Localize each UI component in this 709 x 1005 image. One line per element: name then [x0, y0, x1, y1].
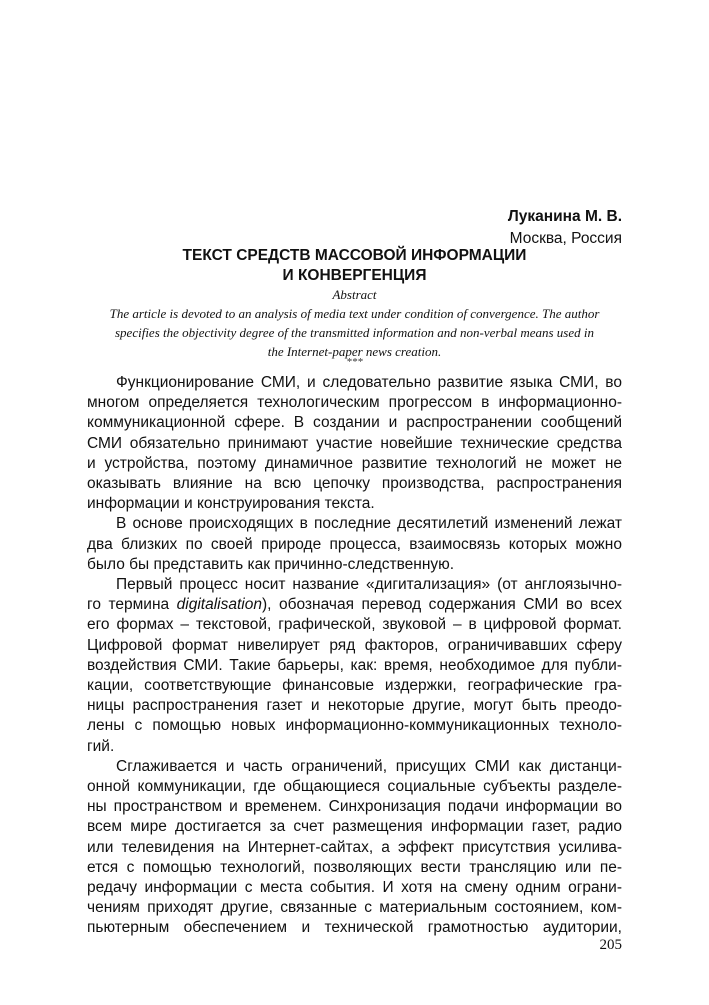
- body-line: СМИ обязательно принимают участие новейшие технические средства: [87, 434, 622, 452]
- body-line: коммуникационной сфере. В создании и распространении сообщений: [87, 414, 622, 432]
- body-line: Цифровой формат нивелирует ряд факторов, ограничивавших сферу: [87, 636, 622, 654]
- body-line: пьютерным обеспечением и технической грамотностью аудитории,: [87, 919, 622, 937]
- abstract-line: the Internet-paper news creation.: [267, 344, 442, 359]
- body-line: Функционирование СМИ, и следовательно развитие языка СМИ, во: [116, 374, 622, 391]
- body-line: было бы представить как причинно-следственную.: [87, 555, 455, 573]
- section-separator: ***: [346, 356, 363, 368]
- body-line: кации, соответствующие финансовые издержки, географические гра-: [87, 677, 622, 695]
- body-line: гий.: [87, 737, 115, 755]
- body-line: многом определяется технологическим прогрессом в информационно-: [87, 394, 622, 412]
- author-name: Луканина М. В.: [507, 208, 622, 225]
- body-line: два близких по своей природе процесса, взаимосвязь которых можно: [87, 535, 622, 553]
- body-line: оказывать влияние на всю цепочку производства, распространения: [87, 475, 622, 493]
- article-title: [87, 246, 622, 286]
- abstract-line: The article is devoted to an analysis of media text under condition of convergence. The author: [109, 306, 600, 321]
- body-line: онной коммуникации, где общающиеся социальные субъекты разделе-: [87, 778, 622, 796]
- abstract-text: [87, 304, 622, 361]
- body-line: редачу информации с места события. И хотя на смену одним ограни-: [87, 879, 622, 897]
- body-line: его формах – текстовой, графической, звуковой – в цифровой формат.: [87, 616, 622, 634]
- body-line: го термина digitalisation), обозначая перевод содержания СМИ во всех: [87, 596, 622, 614]
- body-line: чениям приходят другие, связанные с материальным состоянием, ком-: [87, 899, 622, 917]
- body-line: или телевидения на Интернет-сайтах, а эффект присутствия усилива-: [87, 838, 622, 856]
- body-line: всем мире достигается за счет размещения информации газет, радио: [87, 818, 622, 836]
- abstract-heading: Abstract: [332, 287, 377, 302]
- body-line: ется с помощью технологий, позволяющих вести трансляцию или пе-: [87, 858, 622, 876]
- body-line: Сглаживается и часть ограничений, присущих СМИ как дистанци-: [116, 757, 622, 775]
- body-line: Первый процесс носит название «дигитализация» (от англоязычно-: [116, 576, 622, 594]
- body-line: ницы распространения газет и некоторые другие, могут быть преодо-: [87, 697, 622, 715]
- body-line: воздействия СМИ. Такие барьеры, как: время, необходимое для публи-: [87, 656, 622, 674]
- abstract-line: specifies the objectivity degree of the transmitted information and non-verbal means used in: [115, 325, 594, 340]
- page-number: 205: [599, 937, 622, 953]
- author-city: Москва, Россия: [509, 230, 622, 247]
- body-line: ны пространством и временем. Синхронизация подачи информации во: [87, 798, 622, 816]
- body-line: и устройства, поэтому динамичное развитие технологий не может не: [87, 454, 622, 472]
- body-line: лены с помощью новых информационно-коммуникационных техноло-: [87, 717, 622, 735]
- article-title-line: ТЕКСТ СРЕДСТВ МАССОВОЙ ИНФОРМАЦИИ: [182, 247, 527, 264]
- italic-term: digitalisation: [176, 596, 262, 614]
- body-text: [87, 373, 622, 939]
- body-line: информации и конструирования текста.: [87, 495, 375, 513]
- article-title-line: И КОНВЕРГЕНЦИЯ: [282, 267, 427, 284]
- body-line: В основе происходящих в последние десятилетий изменений лежат: [116, 515, 622, 533]
